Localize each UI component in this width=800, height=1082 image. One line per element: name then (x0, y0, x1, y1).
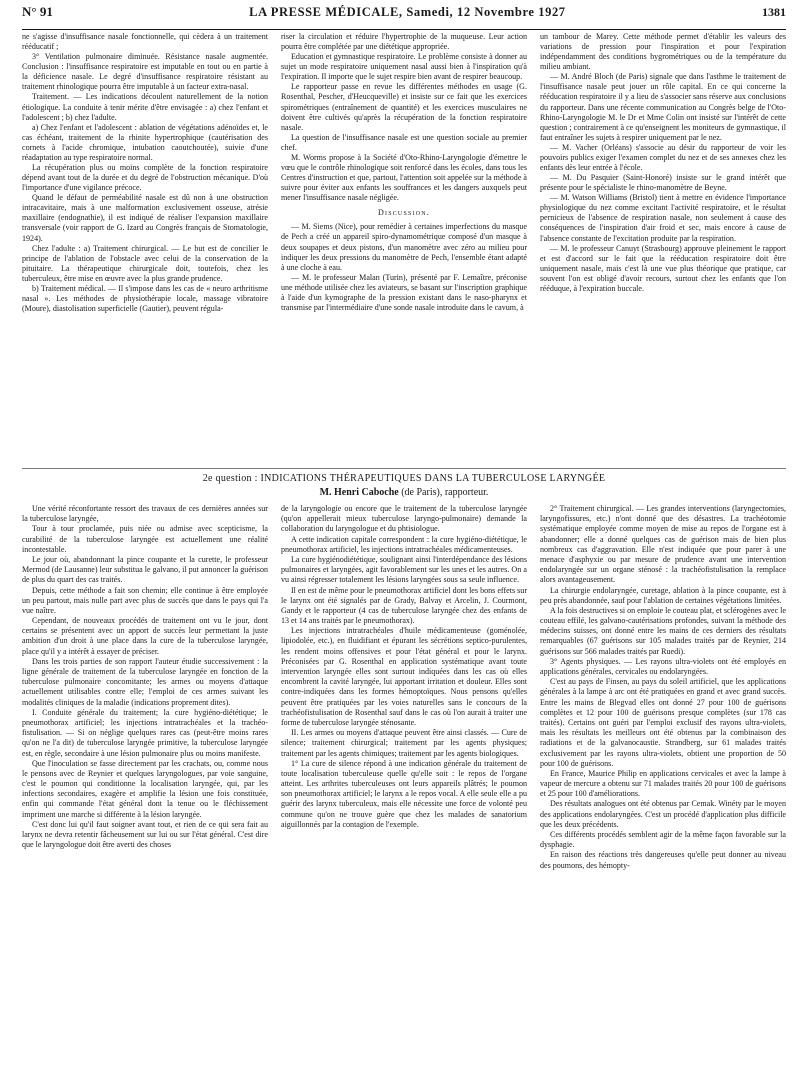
rapporteur-name: M. Henri Caboche (319, 487, 399, 498)
paragraph: La cure hygiénodiététique, soulignant ainsi l'interdépendance des lésions pulmonaires et laryngées, agit favorablement sur les unes et les autres. On a vu ainsi régresser totalement les lésions laryngées sous sa seule influence. (281, 554, 527, 585)
paragraph: Depuis, cette méthode a fait son chemin; elle continue à être employée un peu partout, mais nulle part avec plus de succès que dans le pays qui l'a vue naître. (22, 585, 268, 615)
journal-title: LA PRESSE MÉDICALE, Samedi, 12 Novembre 1927 (249, 5, 566, 19)
paragraph: M. Worms propose à la Société d'Oto-Rhino-Laryngologie d'émettre le vœu que le contrôle rhinologique soit renforcé dans les écoles, dans tous les Centres d'instruction et que, partout, l'attention soit appelée sur la méthode à suivre pour éviter aux enfants les souffrances et les dangers auxquels peut mener l'insuffisance nasale négligée. (281, 152, 527, 203)
paragraph: 3° Agents physiques. — Les rayons ultra-violets ont été employés en applications générales, cervicales ou endolaryngées. (540, 656, 786, 676)
paragraph: — M. le professeur Malan (Turin), présenté par F. Lemaître, préconise une méthode utilisée chez les aviateurs, se basant sur l'inscription graphique à l'aide d'un kymographe de la pression existant dans le naso-pharynx et transmise par l'intermédiaire d'une sonde nasale introduite dans le cavum, à (281, 272, 527, 313)
paragraph: A la fois destructives si on emploie le couteau plat, et sclérogènes avec le couteau effilé, les galvano-cautérisations profondes, suivant la méthode des médecins suisses, ont donné entre les mains de ces derniers des résultats remarquables (67 guérisons sur 105 malades traités par de Reynier, 214 guérisons sur 566 malades traités par Ruedi). (540, 605, 786, 656)
rapporteur-suffix: (de Paris), rapporteur. (398, 487, 489, 498)
paragraph: Chez l'adulte : a) Traitement chirurgical. — Le but est de concilier le principe de l'ablation de l'obstacle avec celui de la conservation de la pituitaire. La thérapeutique chirurgicale doit, toutefois, chez les tuberculeux, être mise en œuvre avec la plus grande prudence. (22, 243, 268, 283)
paragraph: A cette indication capitale correspondent : la cure hygiéno-diététique, le pneumothorax artificiel, les injections intratrachéales médicamenteuses. (281, 534, 527, 554)
section-heading (22, 468, 786, 504)
top-columns (22, 32, 786, 468)
paragraph: — M. André Bloch (de Paris) signale que dans l'asthme le traitement de l'insuffisance nasale peut jouer un rôle capital. En ce qui concerne la rééducation respiratoire il y a lieu de s'associer sans réserve aux conclusions du rapporteur. Dans une récente communication au Congrès belge de l'Oto-Rhino-Laryngologie M. le Dr et Mme Colin ont insisté sur l'intérêt de cette question ; contrairement à ce qu'enseignent les moniteurs de gymnastique, il faut entraîner les sujets à respirer uniquement par le nez. (540, 72, 786, 142)
paragraph: Quand le défaut de perméabilité nasale est dû non à une obstruction intracavitaire, mais à une malformation exclusivement osseuse, atrésie maxillaire (endognathie), il est indiqué de réaliser l'expansion maxillaire transversale (voir rapport de G. Izard au Congrès français de Stomatologie, 1924). (22, 193, 268, 243)
paragraph: 3° Ventilation pulmonaire diminuée. Résistance nasale augmentée. Conclusion : l'insuffisance respiratoire est imputable en tout ou en partie à la déficience nasale. Le degré d'insuffisance respiratoire résistant au traitement rhinologique pourra être imputable à un facteur extra-nasal. (22, 52, 268, 92)
paragraph: C'est au pays de Finsen, au pays du soleil artificiel, que les applications générales à la lampe à arc ont été pratiquées en grand et avec grand succès. Entre les mains de Blegvad elles ont donné 27 pour 100 de guérisons complètes et 12 pour 100 de guérisons presque complètes (sur 178 cas traités). Certains ont guéri par l'emploi exclusif des rayons ultra-violets, mais les résultats les meilleurs ont été obtenus par la combinaison des radiations et de la galvanocaustie. Strandberg, sur 61 malades traités exclusivement par les rayons ultra-violets, obtient une proportion de 50 pour 100 de guérisons. (540, 677, 786, 768)
rapporteur-line (22, 486, 786, 500)
bottom-columns (22, 504, 786, 1079)
paragraph: Education et gymnastique respiratoire. Le problème consiste à donner au sujet un mode respiratoire uniquement nasal aussi bien à l'inspiration qu'à l'expiration. Il importe que le sujet respire bien avant de respirer beaucoup. (281, 52, 527, 82)
paragraph: I. Conduite générale du traitement; la cure hygiéno-diététique; le pneumothorax artificiel; les injections intratrachéales et la trachéo-fistulisation. — Si on néglige quelques rares cas (peut-être moins rares qu'on ne l'a dit) de tuberculose laryngée primitive, la tuberculose laryngée est, en règle, secondaire à une lésion pulmonaire plus ou moins manifeste. (22, 707, 268, 758)
paragraph: Les injections intratrachéales d'huile médicamenteuse (goménolée, lipiodolée, etc.), en fluidifiant et épurant les sécrétions septico-purulentes, les rendent moins offensives et pour l'état général et pour le larynx. Préconisées par G. Rosenthal en application systématique avant toute intervention laryngée elles sont surtout indiquées dans les cas où elles encombrent la cavité laryngée, lui apportant irritation et douleur. Elles sont contre-indiquées dans les formes hémoptoïques. Nous pensons qu'elles peuvent être pratiquées par les voies naturelles sans le concours de la trachéofistulisation de Rosenthal sauf dans le cas où l'on aurait à traiter une forme de tuberculose laryngée sténosante. (281, 626, 527, 727)
bottom-column-3 (540, 504, 786, 1079)
paragraph: un tambour de Marey. Cette méthode permet d'établir les valeurs des variations de pression pour l'inspiration et pour l'expiration indépendamment des conditions hygrométriques ou de la température du milieu ambiant. (540, 32, 786, 72)
paragraph: — M. le professeur Canuyt (Strasbourg) approuve pleinement le rapport et est d'accord sur le fait que la rééducation respiratoire doit être uniquement nasale, mais c'est là une vue plus théorique que pratique, car souvent l'on est obligé d'avoir recours, surtout chez les enfants que l'on rééduque, à l'expiration buccale. (540, 243, 786, 293)
paragraph: 1° La cure de silence répond à une indication générale du traitement de toute localisation tuberculeuse quelle qu'elle soit : le repos de l'organe atteint. Les arthrites tuberculeuses ont leurs appareils plâtrés; le poumon son pneumothorax artificiel; le larynx a le repos vocal. A elle seule elle a pu guérir des larynx tuberculeux, mais elle nécessite une force de volonté peu commune qu'on ne trouve guère que chez les malades de sanatorium aiguillonnés par la contagion de l'exemple. (281, 758, 527, 829)
paragraph: Il en est de même pour le pneumothorax artificiel dont les bons effets sur le larynx ont été signalés par de Grady, Balvay et Arcelin, J. Courmont, Gandy et le rapporteur (4 cas de tuberculose laryngée chez des enfants de 13 et 14 ans traités par le pneumothorax). (281, 585, 527, 626)
issue-number: N° 91 (22, 4, 53, 19)
paragraph: C'est donc lui qu'il faut soigner avant tout, et rien de ce qui sera fait au larynx ne devra retentir fâcheusement sur lui ou sur l'état général. C'est dire que le laryngologue doit être averti des choses (22, 819, 268, 850)
paragraph: — M. Siems (Nice), pour remédier à certaines imperfections du masque de Pech a créé un appareil spiro-dynamométrique composé d'un masque à deux soupapes et deux pistons, d'un manomètre avec zéro au milieu pour indiquer les deux pressions du manomètre de Pech, l'ensemble étant adapté à une cloche à eau. (281, 222, 527, 272)
paragraph: Une vérité réconfortante ressort des travaux de ces dernières années sur la tuberculose laryngée, (22, 504, 268, 524)
paragraph: — M. Watson Williams (Bristol) tient à mettre en évidence l'importance physiologique du nez comme excitant l'activité respiratoire, et le résultat pernicieux de l'absence de respiration nasale, non seulement à cause des conséquences de l'inspiration d'air froid et sec, mais encore à cause de l'absence constante de l'excitation produite par la respiration. (540, 193, 786, 243)
paragraph: La question de l'insuffisance nasale est une question sociale au premier chef. (281, 132, 527, 152)
paragraph: La chirurgie endolaryngée, curetage, ablation à la pince coupante, est à peu près abandonnée, sauf pour l'ablation de certaines végétations limitées. (540, 585, 786, 605)
discussion-heading: Discussion. (377, 208, 431, 218)
top-column-2 (281, 32, 527, 468)
paragraph: ne s'agisse d'insuffisance nasale fonctionnelle, qui cèdera à un traitement rééducatif ; (22, 32, 268, 52)
page-header (22, 0, 786, 30)
question-title: 2e question : INDICATIONS THÉRAPEUTIQUES DANS LA TUBERCULOSE LARYNGÉE (202, 473, 606, 484)
paragraph: — M. Vacher (Orléans) s'associe au désir du rapporteur de voir les pouvoirs publics exiger l'examen complet du nez et de ses annexes chez les enfants dès leur entrée à l'école. (540, 142, 786, 173)
paragraph: Cependant, de nouveaux procédés de traitement ont vu le jour, dont certains se présentent avec un apport de succès leur permettant la juste ambition d'un droit à une place dans la cure de la tuberculose laryngée, place qu'il y a intérêt à essayer de préciser. (22, 616, 268, 656)
paragraph: Tour à tour proclamée, puis niée ou admise avec scepticisme, la curabilité de la tuberculose laryngée est actuellement une réalité incontestable. (22, 524, 268, 554)
paragraph: de la laryngologie ou encore que le traitement de la tuberculose laryngée (qu'on appellerait mieux tuberculose laryngo-pulmonaire) demande la collaboration du laryngologue et du phtisiologue. (281, 504, 527, 534)
bottom-column-2 (281, 504, 527, 1079)
paragraph: b) Traitement médical. — Il s'impose dans les cas de « neuro arthritisme nasal ». Les méthodes de physiothérapie locale, massage vibratoire (Moure), diastolisation superficielle (Gautier), peuvent régula- (22, 283, 268, 314)
paragraph: riser la circulation et réduire l'hypertrophie de la muqueuse. Leur action pourra être complétée par une diététique appropriée. (281, 32, 527, 52)
paragraph: La récupération plus ou moins complète de la fonction respiratoire dépend avant tout de la durée et du degré de l'obstruction mécanique. D'où l'importance d'une vigilance précoce. (22, 163, 268, 193)
paragraph: Traitement. — Les indications découlent naturellement de la notion étiologique. La conduite à tenir mérite d'être envisagée : a) chez l'enfant et l'adolescent ; b) chez l'adulte. (22, 92, 268, 122)
paragraph: En France, Maurice Philip en applications cervicales et avec la lampe à vapeur de mercure a obtenu sur 71 malades traités 20 pour 100 de guérisons et 25 pour 100 d'améliorations. (540, 768, 786, 799)
paragraph: a) Chez l'enfant et l'adolescent : ablation de végétations adénoïdes et, le cas échéant, traitement de la rhinite hypertrophique (cautérisation des cornets à l'acide chromique, intubation caoutchoutée), suivie d'une réadaptation au type respiratoire normal. (22, 122, 268, 162)
paragraph: Dans les trois parties de son rapport l'auteur étudie successivement : la ligne générale de traitement de la tuberculose laryngée en fonction de la tuberculose pulmonaire concomitante; les armes ou moyens d'attaque actuellement utilisables contre elle; l'emploi de ces armes suivant les modalités cliniques de la maladie (indications proprement dites). (22, 656, 268, 707)
paragraph: II. Les armes ou moyens d'attaque peuvent être ainsi classés. — Cure de silence; traitement chirurgical; traitement par les agents physiques; traitement par les agents chimiques; traitement par les agents biologiques. (281, 728, 527, 758)
page-number: 1381 (761, 5, 786, 19)
paragraph: Le rapporteur passe en revue les différentes méthodes en usage (G. Rosenthal, Pescher, d'Heucqueville) et insiste sur ce fait que les exercices spirométriques (entraînement de quantité) et les exercices musculaires ne doivent être cultivés qu'après la récupération de la fonction respiratoire nasale. (281, 82, 527, 132)
paragraph: Que l'inoculation se fasse directement par les crachats, ou, comme nous le pensons avec de Reynier et quelques laryngologues, par voie sanguine, c'est le poumon qui conditionne la localisation laryngée, qui, par les infections secondaires, exagère et amplifie la lésion une fois constituée, enfin qui commande l'état général dont la tenue ou le fléchissement impriment une marche si différente à la lésion laryngée. (22, 758, 268, 819)
paragraph: 2° Traitement chirurgical. — Les grandes interventions (laryngectomies, laryngofissures, etc.) n'ont donné que des désastres. La trachéotomie systématique employée comme moyen de mise au repos de l'organe est à abandonner; elle a donné quelques cas de guérison mais de bien plus nombreux cas d'aggravation. Elle n'est indiquée que pour parer à une menace d'asphyxie ou par mesure de prudence avant une intervention endolaryngée sur un organe sténosé : la trachéofistulisation la remplace alors avantageusement. (540, 504, 786, 585)
paragraph: Des résultats analogues ont été obtenus par Cemak. Winéty par le moyen des applications endolaryngées. C'est un procédé d'application plus difficile que les deux précédents. (540, 799, 786, 829)
bottom-column-1 (22, 504, 268, 1079)
paragraph: Le jour où, abandonnant la pince coupante et la curette, le professeur Mermod (de Lausanne) leur substitua le galvano, il put annoncer la guérison de plus du quart des cas traités. (22, 554, 268, 585)
top-column-1 (22, 32, 268, 468)
paragraph: En raison des réactions très dangereuses qu'elle peut donner au niveau des poumons, des hémopty- (540, 850, 786, 870)
paragraph: Ces différents procédés semblent agir de la même façon favorable sur la dysphagie. (540, 830, 786, 850)
top-column-3 (540, 32, 786, 468)
paragraph: — M. Du Pasquier (Saint-Honoré) insiste sur le grand intérêt que présente pour le spécialiste le rhino-manomètre de Beyne. (540, 173, 786, 193)
